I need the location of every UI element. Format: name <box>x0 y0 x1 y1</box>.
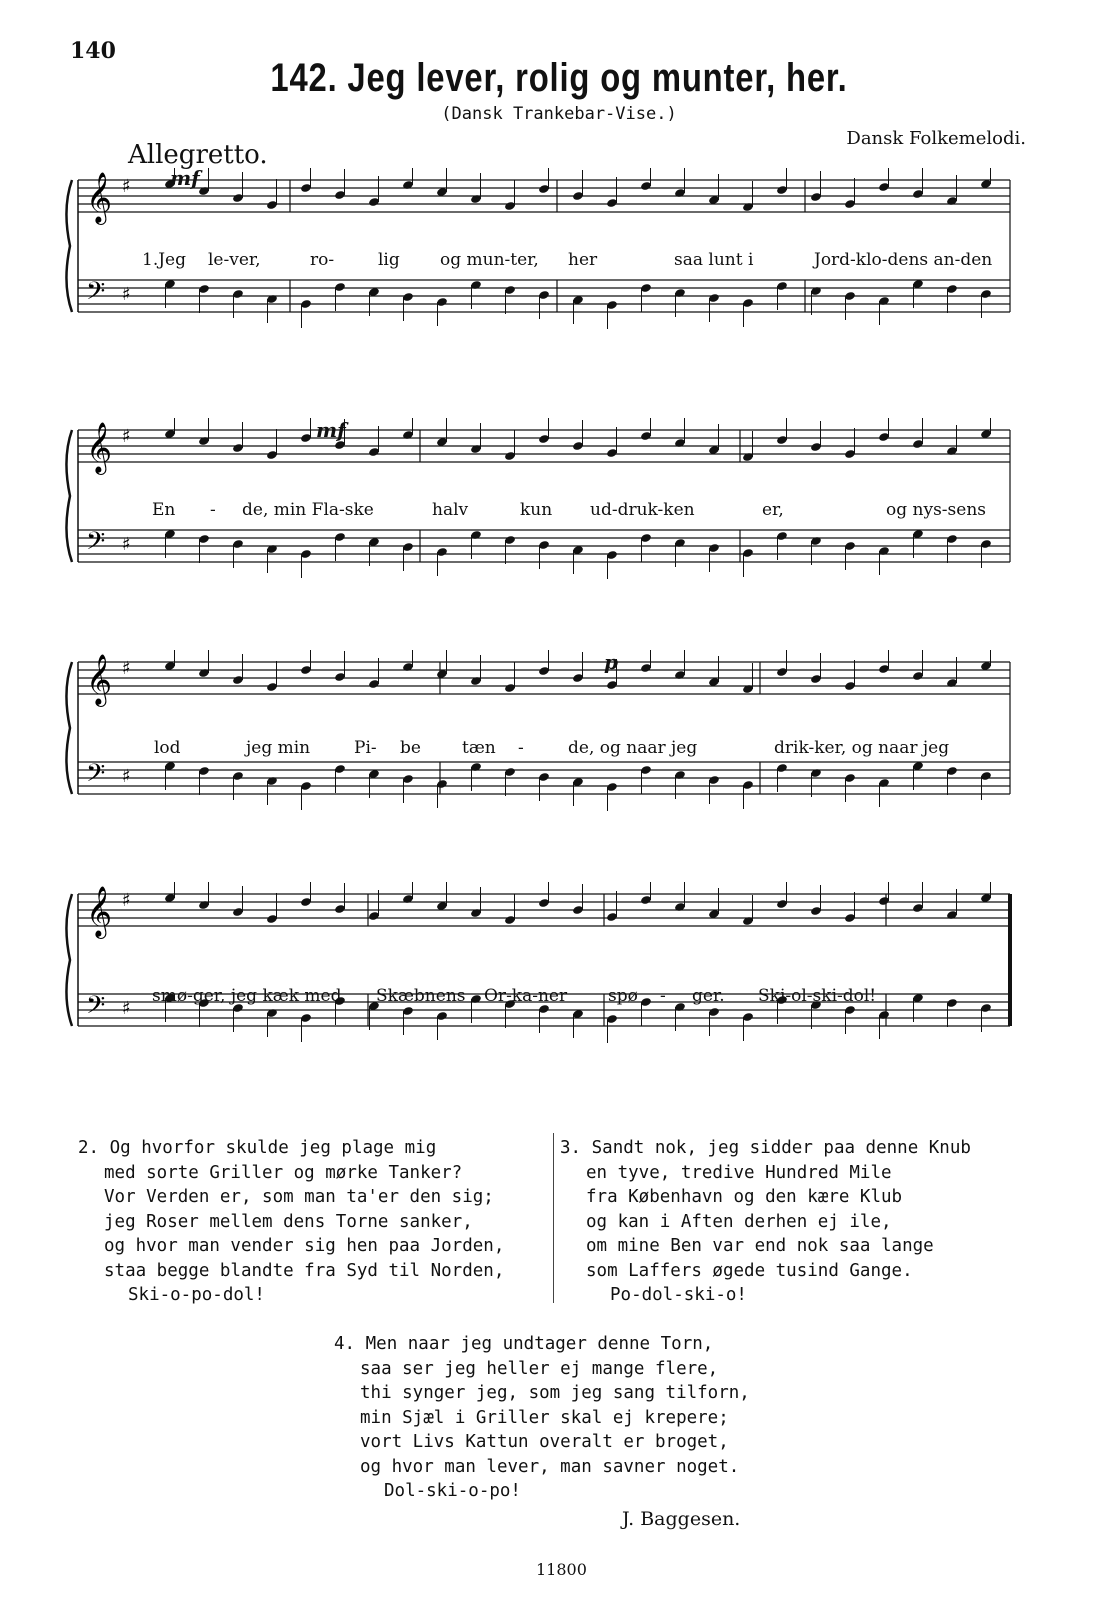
lyric-syllable: lod <box>154 738 181 758</box>
treble-clef-icon: 𝄞 <box>86 422 113 473</box>
system-brace-icon <box>66 180 72 312</box>
score-staff-pair <box>60 168 1030 378</box>
lyric-syllable: Jord-klo-dens an-den <box>814 250 993 270</box>
lyric-syllable: og nys-sens <box>886 500 986 520</box>
verse-number: 3. <box>560 1138 582 1158</box>
lyric-syllable: 1.Jeg <box>142 250 186 270</box>
verse-line: fra København og den kære Klub <box>586 1187 903 1207</box>
system-brace-icon <box>66 894 72 1026</box>
key-signature-sharp-icon: ♯ <box>122 426 131 447</box>
lyric-syllable: Pi- <box>354 738 377 758</box>
plate-number: 11800 <box>536 1560 587 1579</box>
lyric-syllable: er, <box>762 500 784 520</box>
key-signature-sharp-icon: ♯ <box>122 534 131 555</box>
key-signature-sharp-icon: ♯ <box>122 176 131 197</box>
verse-line: thi synger jeg, som jeg sang tilforn, <box>360 1383 750 1403</box>
verse-refrain: Ski-o-po-dol! <box>128 1285 265 1305</box>
composer-credit: Dansk Folkemelodi. <box>846 128 1026 149</box>
treble-clef-icon: 𝄞 <box>86 172 113 223</box>
bass-clef-icon: 𝄢 <box>86 991 106 1026</box>
system-brace-icon <box>66 430 72 562</box>
verse-line: om mine Ben var end nok saa lange <box>586 1236 934 1256</box>
dynamic-mark: mf <box>170 166 200 190</box>
song-subtitle: (Dansk Trankebar-Vise.) <box>441 104 677 124</box>
verse-line: jeg Roser mellem dens Torne sanker, <box>104 1211 473 1232</box>
score-staff-pair <box>60 418 1030 628</box>
verse-line: og kan i Aften derhen ej ile, <box>586 1211 892 1232</box>
lyric-syllable: kun <box>520 500 553 520</box>
lyric-syllable: - <box>660 986 666 1006</box>
treble-clef-icon: 𝄞 <box>86 886 113 937</box>
verse-line: Men naar jeg undtager denne Torn, <box>365 1334 714 1354</box>
lyric-syllable: drik-ker, og naar jeg <box>774 738 950 758</box>
verse-number: 4. <box>334 1334 356 1354</box>
music-system-4 <box>60 882 1030 1092</box>
dynamic-mark: p <box>604 650 618 674</box>
verse-line: med sorte Griller og mørke Tanker? <box>104 1162 463 1183</box>
lyric-syllable: - <box>210 500 216 520</box>
lyric-syllable: tæn <box>462 738 496 758</box>
lyric-syllable: saa lunt i <box>674 250 754 270</box>
lyric-syllable: smø-ger, jeg kæk med <box>152 986 342 1006</box>
lyric-syllable: og mun-ter, <box>440 250 539 270</box>
verse-line: Sandt nok, jeg sidder paa denne Knub <box>591 1138 971 1158</box>
verse-refrain: Dol-ski-o-po! <box>384 1481 521 1501</box>
verse-refrain: Po-dol-ski-o! <box>610 1285 747 1305</box>
treble-clef-icon: 𝄞 <box>86 654 113 705</box>
verse-line: Og hvorfor skulde jeg plage mig <box>109 1138 437 1158</box>
system-brace-icon <box>66 662 72 794</box>
lyric-syllable: halv <box>432 500 469 520</box>
key-signature-sharp-icon: ♯ <box>122 658 131 679</box>
verse-line: Vor Verden er, som man ta'er den sig; <box>104 1187 494 1207</box>
music-system-3 <box>60 650 1030 860</box>
lyric-syllable: jeg min <box>246 738 311 758</box>
bass-clef-icon: 𝄢 <box>86 759 106 794</box>
lyric-syllable: lig <box>378 250 400 270</box>
song-title: 142. Jeg lever, rolig og munter, her. <box>270 56 848 100</box>
verse-line: saa ser jeg heller ej mange flere, <box>360 1358 719 1379</box>
verse-divider <box>553 1133 554 1303</box>
music-system-1 <box>60 168 1030 378</box>
lyricist-credit: J. Baggesen. <box>622 1508 741 1530</box>
lyric-syllable: be <box>400 738 421 758</box>
verse-line: vort Livs Kattun overalt er broget, <box>360 1432 729 1452</box>
verse-number: 2. <box>78 1138 100 1158</box>
lyric-syllable: her <box>568 250 598 270</box>
key-signature-sharp-icon: ♯ <box>122 998 131 1019</box>
verse-line: og hvor man vender sig hen paa Jorden, <box>104 1236 505 1256</box>
lyric-syllable: le-ver, <box>208 250 261 270</box>
verse-4 <box>334 1332 750 1504</box>
bass-clef-icon: 𝄢 <box>86 277 106 312</box>
key-signature-sharp-icon: ♯ <box>122 284 131 305</box>
dynamic-mark: mf <box>316 418 346 442</box>
bass-clef-icon: 𝄢 <box>86 527 106 562</box>
lyric-syllable: de, og naar jeg <box>568 738 698 758</box>
key-signature-sharp-icon: ♯ <box>122 766 131 787</box>
lyric-syllable: ro- <box>310 250 335 270</box>
lyric-syllable: spø <box>608 986 638 1006</box>
lyric-syllable: Or-ka-ner <box>484 986 568 1006</box>
lyric-syllable: ud-druk-ken <box>590 500 695 520</box>
lyric-syllable: Ski-ol-ski-dol! <box>758 986 877 1006</box>
music-system-2 <box>60 418 1030 628</box>
lyric-syllable: - <box>518 738 524 758</box>
lyric-syllable: En <box>152 500 176 520</box>
page-number: 140 <box>70 38 116 64</box>
tempo-marking: Allegretto. <box>128 140 268 170</box>
verse-line: og hvor man lever, man savner noget. <box>360 1456 740 1477</box>
lyric-syllable: de, min Fla-ske <box>242 500 374 520</box>
verse-3 <box>560 1136 971 1308</box>
lyric-syllable: ger. <box>692 986 725 1006</box>
verse-2 <box>78 1136 504 1308</box>
verse-line: min Sjæl i Griller skal ej krepere; <box>360 1407 729 1428</box>
verse-line: som Laffers øgede tusind Gange. <box>586 1260 913 1281</box>
verse-line: en tyve, tredive Hundred Mile <box>586 1162 892 1183</box>
verse-line: staa begge blandte fra Syd til Norden, <box>104 1260 505 1281</box>
key-signature-sharp-icon: ♯ <box>122 890 131 911</box>
lyric-syllable: Skæbnens <box>376 986 466 1006</box>
